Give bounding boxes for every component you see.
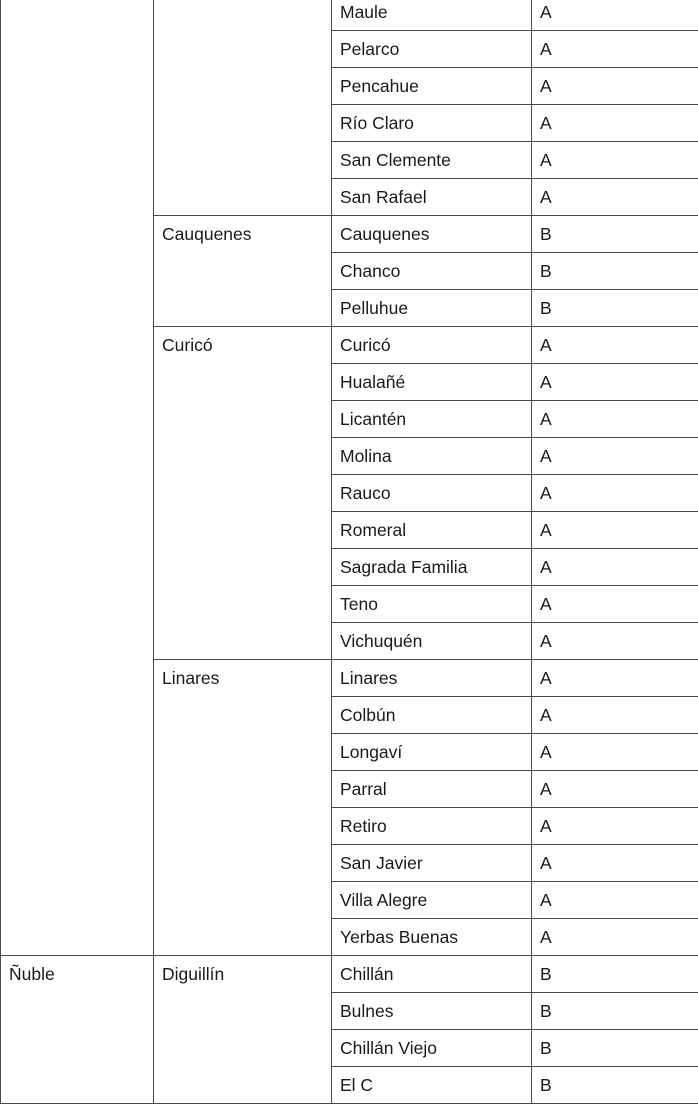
categoria-cell: A xyxy=(532,142,698,179)
comuna-cell: Cauquenes xyxy=(332,216,532,253)
region-cell: Ñuble xyxy=(1,956,154,1104)
comuna-cell: Chillán xyxy=(332,956,532,993)
categoria-cell: A xyxy=(532,882,698,919)
comuna-cell: Colbún xyxy=(332,697,532,734)
categoria-cell: A xyxy=(532,808,698,845)
comuna-cell: Chillán Viejo xyxy=(332,1030,532,1067)
provincia-cell xyxy=(154,0,332,216)
comuna-cell: San Rafael xyxy=(332,179,532,216)
table-row xyxy=(1,0,698,31)
comuna-cell: Retiro xyxy=(332,808,532,845)
categoria-cell: A xyxy=(532,401,698,438)
categoria-cell: A xyxy=(532,0,698,31)
categoria-cell: A xyxy=(532,660,698,697)
comuna-cell: Parral xyxy=(332,771,532,808)
provincia-cell: Curicó xyxy=(154,327,332,660)
comuna-cell: Vichuquén xyxy=(332,623,532,660)
comuna-cell: Curicó xyxy=(332,327,532,364)
categoria-cell: A xyxy=(532,105,698,142)
comuna-cell: Bulnes xyxy=(332,993,532,1030)
comuna-cell: Rauco xyxy=(332,475,532,512)
comuna-cell: Linares xyxy=(332,660,532,697)
comuna-cell: Sagrada Familia xyxy=(332,549,532,586)
categoria-cell: A xyxy=(532,845,698,882)
categoria-cell: B xyxy=(532,956,698,993)
comuna-cell: San Javier xyxy=(332,845,532,882)
comuna-cell: Río Claro xyxy=(332,105,532,142)
categoria-cell: A xyxy=(532,623,698,660)
categoria-cell: A xyxy=(532,31,698,68)
categoria-cell: A xyxy=(532,549,698,586)
comuna-cell: Villa Alegre xyxy=(332,882,532,919)
categoria-cell: A xyxy=(532,179,698,216)
categoria-cell: A xyxy=(532,919,698,956)
categoria-cell: A xyxy=(532,327,698,364)
categoria-cell: B xyxy=(532,216,698,253)
comuna-cell: Teno xyxy=(332,586,532,623)
categoria-cell: A xyxy=(532,364,698,401)
categoria-cell: A xyxy=(532,771,698,808)
categoria-cell: A xyxy=(532,68,698,105)
comuna-cell: Pelarco xyxy=(332,31,532,68)
categoria-cell: A xyxy=(532,586,698,623)
categoria-cell: B xyxy=(532,253,698,290)
categoria-cell: B xyxy=(532,993,698,1030)
comuna-cell: Chanco xyxy=(332,253,532,290)
comuna-cell: El C xyxy=(332,1067,532,1104)
categoria-cell: B xyxy=(532,1067,698,1104)
categoria-cell: B xyxy=(532,290,698,327)
categoria-cell: A xyxy=(532,438,698,475)
table-body xyxy=(1,0,698,1104)
table-row xyxy=(1,956,698,993)
categoria-cell: A xyxy=(532,734,698,771)
categoria-cell: B xyxy=(532,1030,698,1067)
provincia-cell: Diguillín xyxy=(154,956,332,1104)
categoria-cell: A xyxy=(532,512,698,549)
comuna-cell: Pencahue xyxy=(332,68,532,105)
categoria-cell: A xyxy=(532,697,698,734)
provincia-cell: Cauquenes xyxy=(154,216,332,327)
comuna-cell: Molina xyxy=(332,438,532,475)
comuna-cell: Maule xyxy=(332,0,532,31)
comuna-cell: San Clemente xyxy=(332,142,532,179)
comuna-cell: Yerbas Buenas xyxy=(332,919,532,956)
comuna-cell: Hualañé xyxy=(332,364,532,401)
categoria-cell: A xyxy=(532,475,698,512)
comuna-cell: Longaví xyxy=(332,734,532,771)
comuna-cell: Romeral xyxy=(332,512,532,549)
comuna-cell: Pelluhue xyxy=(332,290,532,327)
provincia-cell: Linares xyxy=(154,660,332,956)
comuna-cell: Licantén xyxy=(332,401,532,438)
region-cell xyxy=(1,0,154,956)
